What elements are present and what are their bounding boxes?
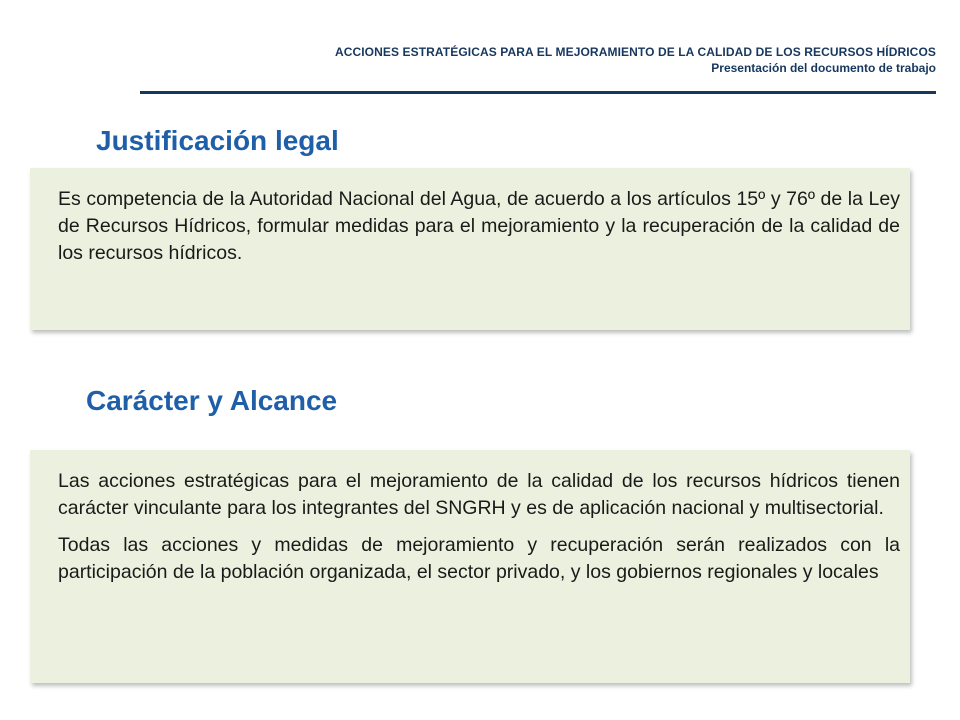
header-title: ACCIONES ESTRATÉGICAS PARA EL MEJORAMIENTO DE LA CALIDAD DE LOS RECURSOS HÍDRICOS bbox=[334, 45, 936, 59]
paragraph: Es competencia de la Autoridad Nacional del Agua, de acuerdo a los artículos 15º y 76º de la Ley de Recursos Hídricos, formular medidas para el mejoramiento y la recuperación de la calidad de los recursos hídricos. bbox=[58, 188, 900, 264]
paragraph: Las acciones estratégicas para el mejoramiento de la calidad de los recursos hídricos tienen carácter vinculante para los integrantes del SNGRH y es de aplicación nacional y multisectorial. bbox=[58, 470, 900, 519]
panel-justificacion bbox=[30, 168, 910, 330]
header-subtitle: Presentación del documento de trabajo bbox=[711, 61, 936, 75]
slide-header bbox=[136, 44, 936, 76]
section-title-justificacion: Justificación legal bbox=[96, 125, 339, 156]
paragraph: Todas las acciones y medidas de mejoramiento y recuperación serán realizados con la participación de la población organizada, el sector privado, y los gobiernos regionales y locales bbox=[58, 534, 900, 583]
section-title-caracter: Carácter y Alcance bbox=[86, 385, 338, 416]
header-divider bbox=[140, 91, 936, 94]
panel-caracter bbox=[30, 450, 910, 683]
